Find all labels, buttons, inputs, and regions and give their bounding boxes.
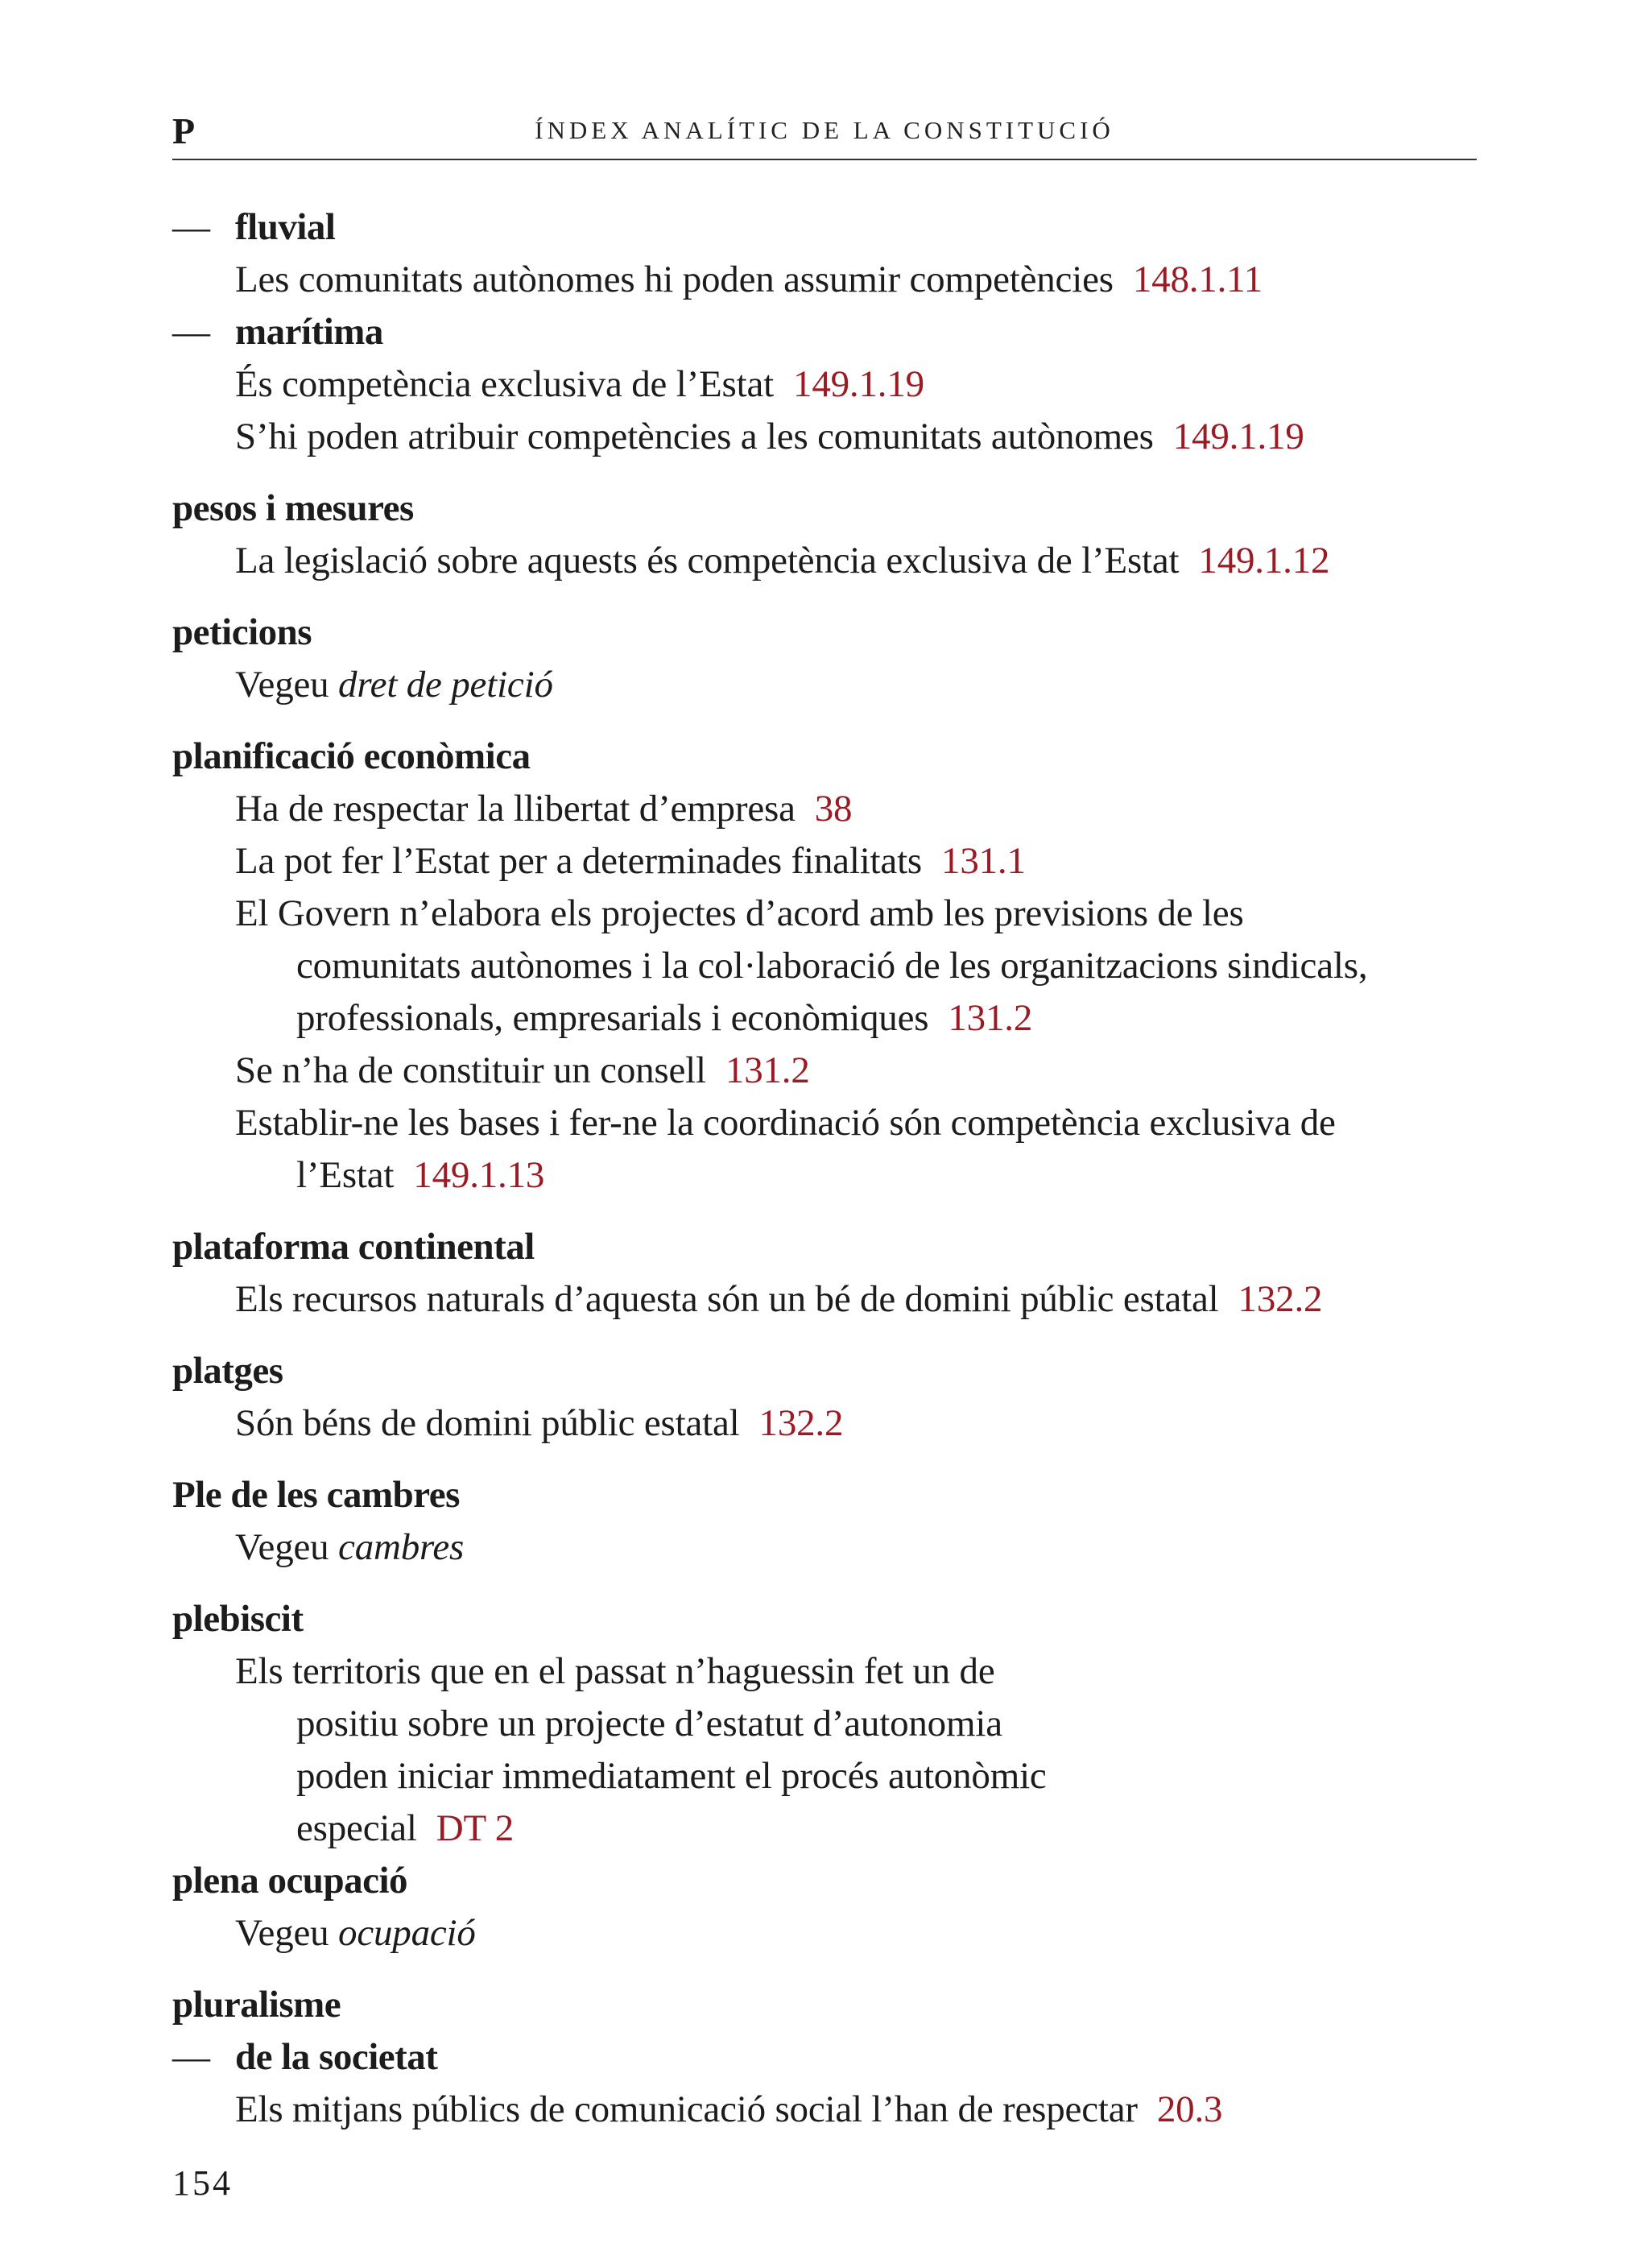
index-subentry [172, 201, 1493, 306]
article-reference: 132.2 [1238, 1278, 1323, 1320]
index-entry [172, 482, 1493, 587]
entry-line: És competència exclusiva de l’Estat 149.1.19 [235, 363, 924, 405]
entry-line: El Govern n’elabora els projectes d’acord amb les previsions de les comunitats autònomes i la col·laboració de les organitzacions sindicals, professionals, empresarials i econòmiques 131.2 [235, 892, 1368, 1039]
index-entry [172, 1221, 1493, 1326]
index-subentry [172, 306, 1493, 463]
subentry-heading: — de la societat [172, 2036, 438, 2078]
article-reference: 131.2 [725, 1049, 810, 1091]
subentry-heading: — fluvial [172, 206, 336, 248]
see-reference: Vegeu ocupació [235, 1912, 476, 1954]
entry-term: platges [172, 1350, 283, 1392]
entry-line: Els mitjans públics de comunicació social l’han de respectar 20.3 [235, 2088, 1223, 2130]
entry-line: La legislació sobre aquests és competència exclusiva de l’Estat 149.1.12 [235, 540, 1330, 581]
entry-term: plataforma continental [172, 1226, 535, 1268]
running-title: ÍNDEX ANALÍTIC DE LA CONSTITUCIÓ [535, 116, 1114, 144]
article-reference: 20.3 [1156, 2088, 1223, 2130]
page-number: 154 [172, 2163, 233, 2203]
index-entry [172, 606, 1493, 711]
entry-line: Establir-ne les bases i fer-ne la coordinació són competència exclusiva de l’Estat 149.1.13 [235, 1102, 1336, 1196]
article-reference: 149.1.19 [793, 363, 924, 405]
article-reference: 38 [814, 788, 853, 830]
entry-line: Els recursos naturals d’aquesta són un bé de domini públic estatal 132.2 [235, 1278, 1323, 1320]
entry-line: S’hi poden atribuir competències a les comunitats autònomes 149.1.19 [235, 416, 1304, 457]
article-reference: DT 2 [436, 1807, 515, 1849]
see-term: ocupació [338, 1912, 476, 1954]
article-reference: 149.1.12 [1198, 540, 1330, 581]
article-reference: 131.1 [941, 840, 1026, 882]
entry-line: Se n’ha de constituir un consell 131.2 [235, 1049, 810, 1091]
article-reference: 149.1.19 [1172, 416, 1304, 457]
see-reference: Vegeu cambres [235, 1526, 465, 1568]
article-reference: 132.2 [758, 1402, 844, 1444]
entry-term: Ple de les cambres [172, 1474, 460, 1516]
index-entry [172, 1855, 1493, 1960]
entry-line: Els territoris que en el passat n’haguessin fet un de positiu sobre un projecte d’estatut d’autonomia poden iniciar immediatament el procés autonòmic especial DT 2 [235, 1650, 1047, 1849]
index-entries [172, 201, 1493, 2155]
entry-term: pesos i mesures [172, 487, 414, 529]
index-entry [172, 1469, 1493, 1574]
entry-term: plena ocupació [172, 1860, 408, 1902]
entry-term: peticions [172, 611, 312, 653]
entry-line: Les comunitats autònomes hi poden assumir competències 148.1.11 [235, 259, 1263, 300]
section-letter: P [172, 110, 196, 151]
article-reference: 148.1.11 [1132, 259, 1263, 300]
article-reference: 149.1.13 [413, 1154, 545, 1196]
entry-line: La pot fer l’Estat per a determinades finalitats 131.1 [235, 840, 1026, 882]
entry-term: planificació econòmica [172, 735, 531, 777]
header-rule [172, 159, 1477, 160]
article-reference: 131.2 [948, 997, 1033, 1039]
running-header [172, 103, 1477, 161]
subentry-heading: — marítima [172, 311, 383, 353]
see-term: dret de petició [338, 664, 553, 706]
index-entry [172, 1593, 1493, 1855]
entry-line: Són béns de domini públic estatal 132.2 [235, 1402, 844, 1444]
index-entry [172, 1979, 1493, 2136]
see-reference: Vegeu dret de petició [235, 664, 553, 706]
entry-term: pluralisme [172, 1984, 341, 2026]
index-entry [172, 1345, 1493, 1450]
index-entry [172, 730, 1493, 1202]
entry-term: plebiscit [172, 1598, 304, 1640]
entry-line: Ha de respectar la llibertat d’empresa 38 [235, 788, 853, 830]
see-term: cambres [338, 1526, 465, 1568]
